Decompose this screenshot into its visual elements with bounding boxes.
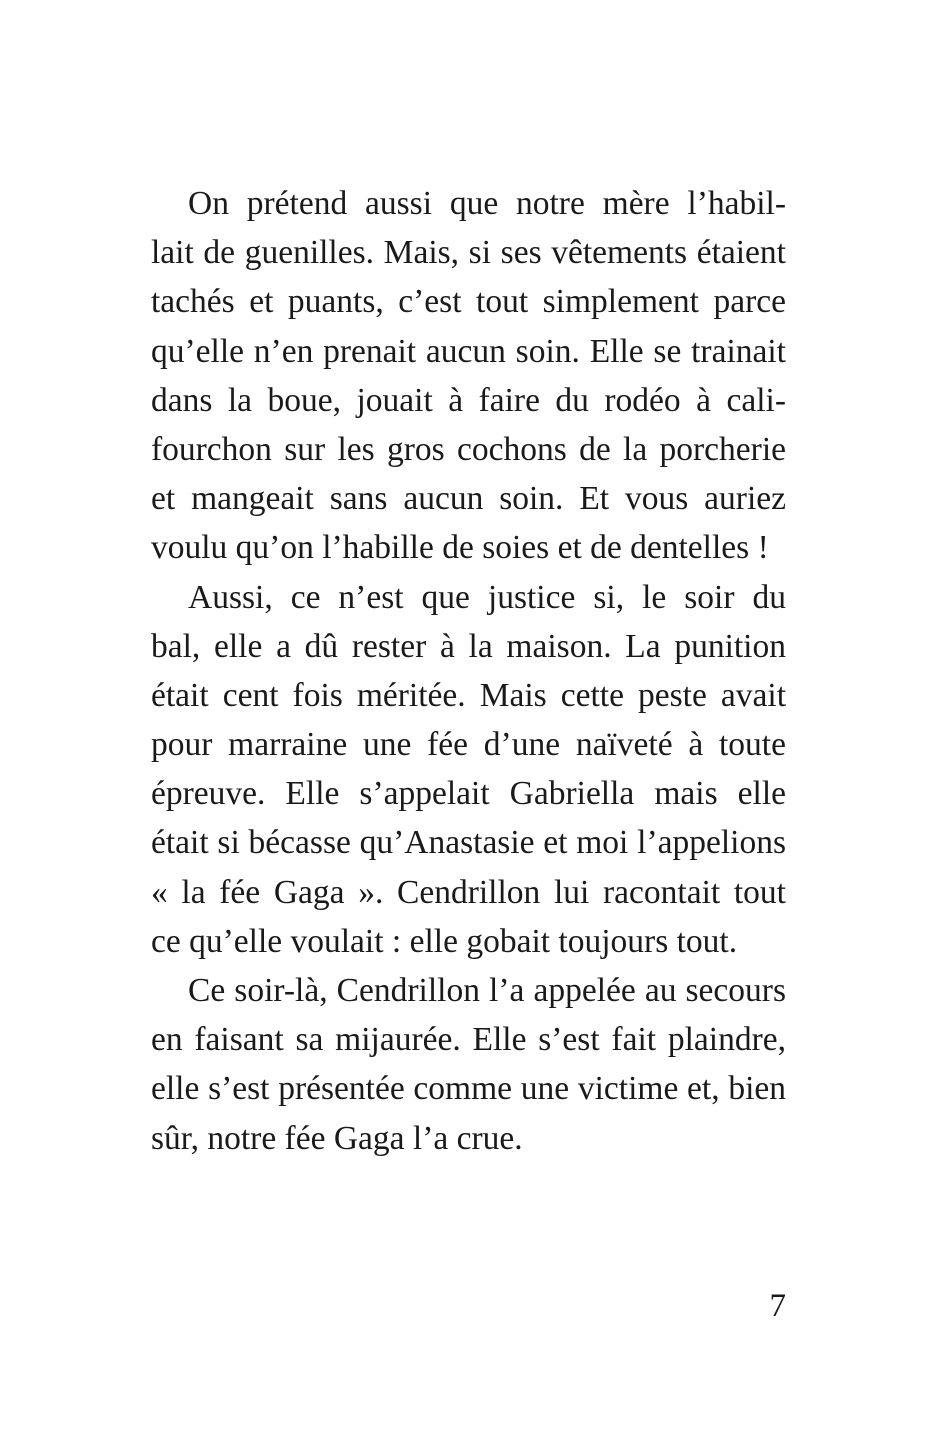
text-line: en faisant sa mijaurée. Elle s’est fait plaindre, [151,1021,786,1059]
text-line: dans la boue, jouait à faire du rodéo à cali- [151,381,786,419]
text-line: fourchon sur les gros cochons de la porcherie [151,430,786,468]
body-text [151,179,786,1163]
paragraph-3 [151,966,786,1163]
text-line: voulu qu’on l’habille de soies et de dentelles ! [151,529,769,567]
text-line: « la fée Gaga ». Cendrillon lui racontait tout [151,873,786,911]
text-line: On prétend aussi que notre mère l’habil- [188,185,786,222]
paragraph-2 [151,573,786,967]
text-line: qu’elle n’en prenait aucun soin. Elle se trainait [151,332,786,370]
text-line: ce qu’elle voulait : elle gobait toujours tout. [151,922,738,960]
text-line: lait de guenilles. Mais, si ses vêtements étaient [151,234,786,272]
paragraph-1 [151,179,786,573]
text-line: était cent fois méritée. Mais cette peste avait [151,676,786,714]
text-line: elle s’est présentée comme une victime et, bien [151,1070,786,1108]
text-line: épreuve. Elle s’appelait Gabriella mais elle [151,775,786,813]
page-number: 7 [769,1288,786,1324]
text-line: Aussi, ce n’est que justice si, le soir du [188,578,786,616]
text-line: Ce soir-là, Cendrillon l’a appelée au secours [188,972,786,1009]
text-line: était si bécasse qu’Anastasie et moi l’appelions [151,824,786,862]
text-line: sûr, notre fée Gaga l’a crue. [151,1119,523,1157]
text-line: bal, elle a dû rester à la maison. La punition [151,627,786,665]
text-line: pour marraine une fée d’une naïveté à toute [151,726,786,764]
text-line: tachés et puants, c’est tout simplement parce [151,283,786,321]
text-line: et mangeait sans aucun soin. Et vous auriez [151,480,786,518]
